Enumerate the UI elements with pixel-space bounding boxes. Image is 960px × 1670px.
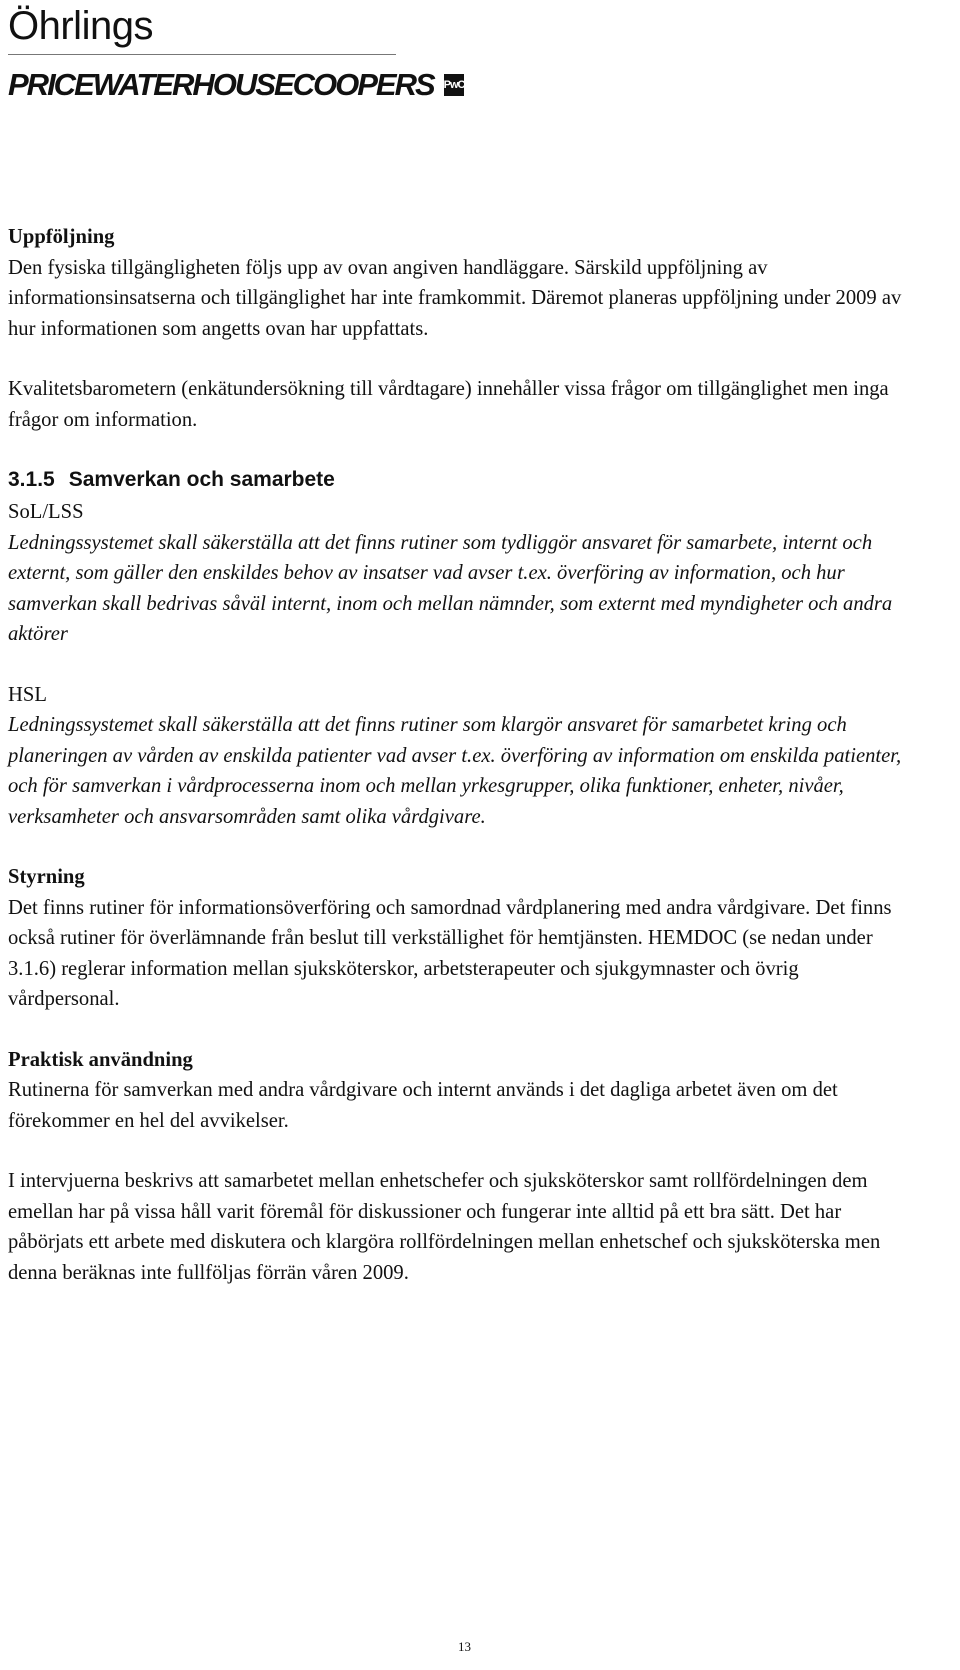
logo-pwc-wordmark [8, 67, 465, 103]
spacer [8, 832, 908, 862]
section-heading [8, 465, 908, 495]
paragraph-sol-lss: Ledningssystemet skall säkerställa att det finns rutiner som tydliggör ansvaret för samarbete, internt och externt, som gäller den enskildes behov av insatser vad avser t.ex. överföring av information, och hur samverkan skall bedrivas såväl internt, inom och mellan nämnder, som externt med myndigheter och andra aktörer [8, 531, 893, 645]
heading-uppfoljning: Uppföljning [8, 226, 115, 248]
heading-styrning: Styrning [8, 866, 85, 888]
paragraph-styrning: Det finns rutiner för informationsöverföring och samordnad vårdplanering med andra vårdgivare. Det finns också rutiner för överlämnande från beslut till verkställighet för hemtjänsten. HEMDOC (se nedan under 3.1.6) reglerar information mellan sjuksköterskor, arbetsterapeuter och sjukgymnaster och övrig vårdpersonal. [8, 896, 892, 1010]
paragraph-uppfoljning-1: Den fysiska tillgängligheten följs upp av ovan angiven handläggare. Särskild uppföljning av informationsinsatserna och tillgänglighet har inte framkommit. Däremot planeras uppföljning under 2009 av hur informationen som angetts ovan har uppfattats. [8, 256, 902, 340]
spacer [8, 1015, 908, 1045]
paragraph-praktisk-2: I intervjuerna beskrivs att samarbetet mellan enhetschefer och sjuksköterskor samt rollfördelningen dem emellan har på vissa håll varit föremål för diskussioner och fungerar inte alltid på ett bra sätt. Det har påbörjats ett arbete med diskutera och klargöra rollfördelningen mellan enhetschef och sjuksköterska men denna beräknas inte fullföljas förrän våren 2009. [8, 1170, 881, 1284]
paragraph-uppfoljning-2: Kvalitetsbarometern (enkätundersökning till vårdtagare) innehåller vissa frågor om tillgänglighet men inga frågor om information. [8, 378, 889, 431]
section-number: 3.1.5 [8, 468, 55, 491]
label-hsl: HSL [8, 683, 47, 706]
paragraph-hsl: Ledningssystemet skall säkerställa att det finns rutiner som klargör ansvaret för samarbetet kring och planeringen av vården av enskilda patienter vad avser t.ex. överföring av information om enskilda patienter, och för samverkan i vårdprocesserna inom och mellan yrkesgrupper, olika funktioner, enheter, nivåer, verksamheter och ansvarsområden samt olika vårdgivare. [8, 714, 902, 828]
logo-ohrlings-text: Öhrlings [8, 4, 153, 48]
spacer [8, 435, 908, 465]
logo-pwc-text: PRICEWATERHOUSECOOPERS [8, 67, 434, 102]
page-number: 13 [458, 1639, 471, 1654]
paragraph-praktisk-1: Rutinerna för samverkan med andra vårdgivare och internt används i det dagliga arbetet även om det förekommer en hel del avvikelser. [8, 1079, 838, 1132]
section-title: Samverkan och samarbete [68, 468, 335, 491]
spacer [8, 1136, 908, 1166]
document-body [8, 222, 908, 1288]
label-sol-lss: SoL/LSS [8, 501, 84, 523]
company-logo [8, 4, 465, 103]
spacer [8, 344, 908, 374]
logo-mark-icon: PwC [444, 74, 464, 96]
heading-praktisk-anvandning: Praktisk användning [8, 1048, 193, 1071]
logo-divider [8, 54, 396, 55]
spacer [8, 650, 908, 680]
